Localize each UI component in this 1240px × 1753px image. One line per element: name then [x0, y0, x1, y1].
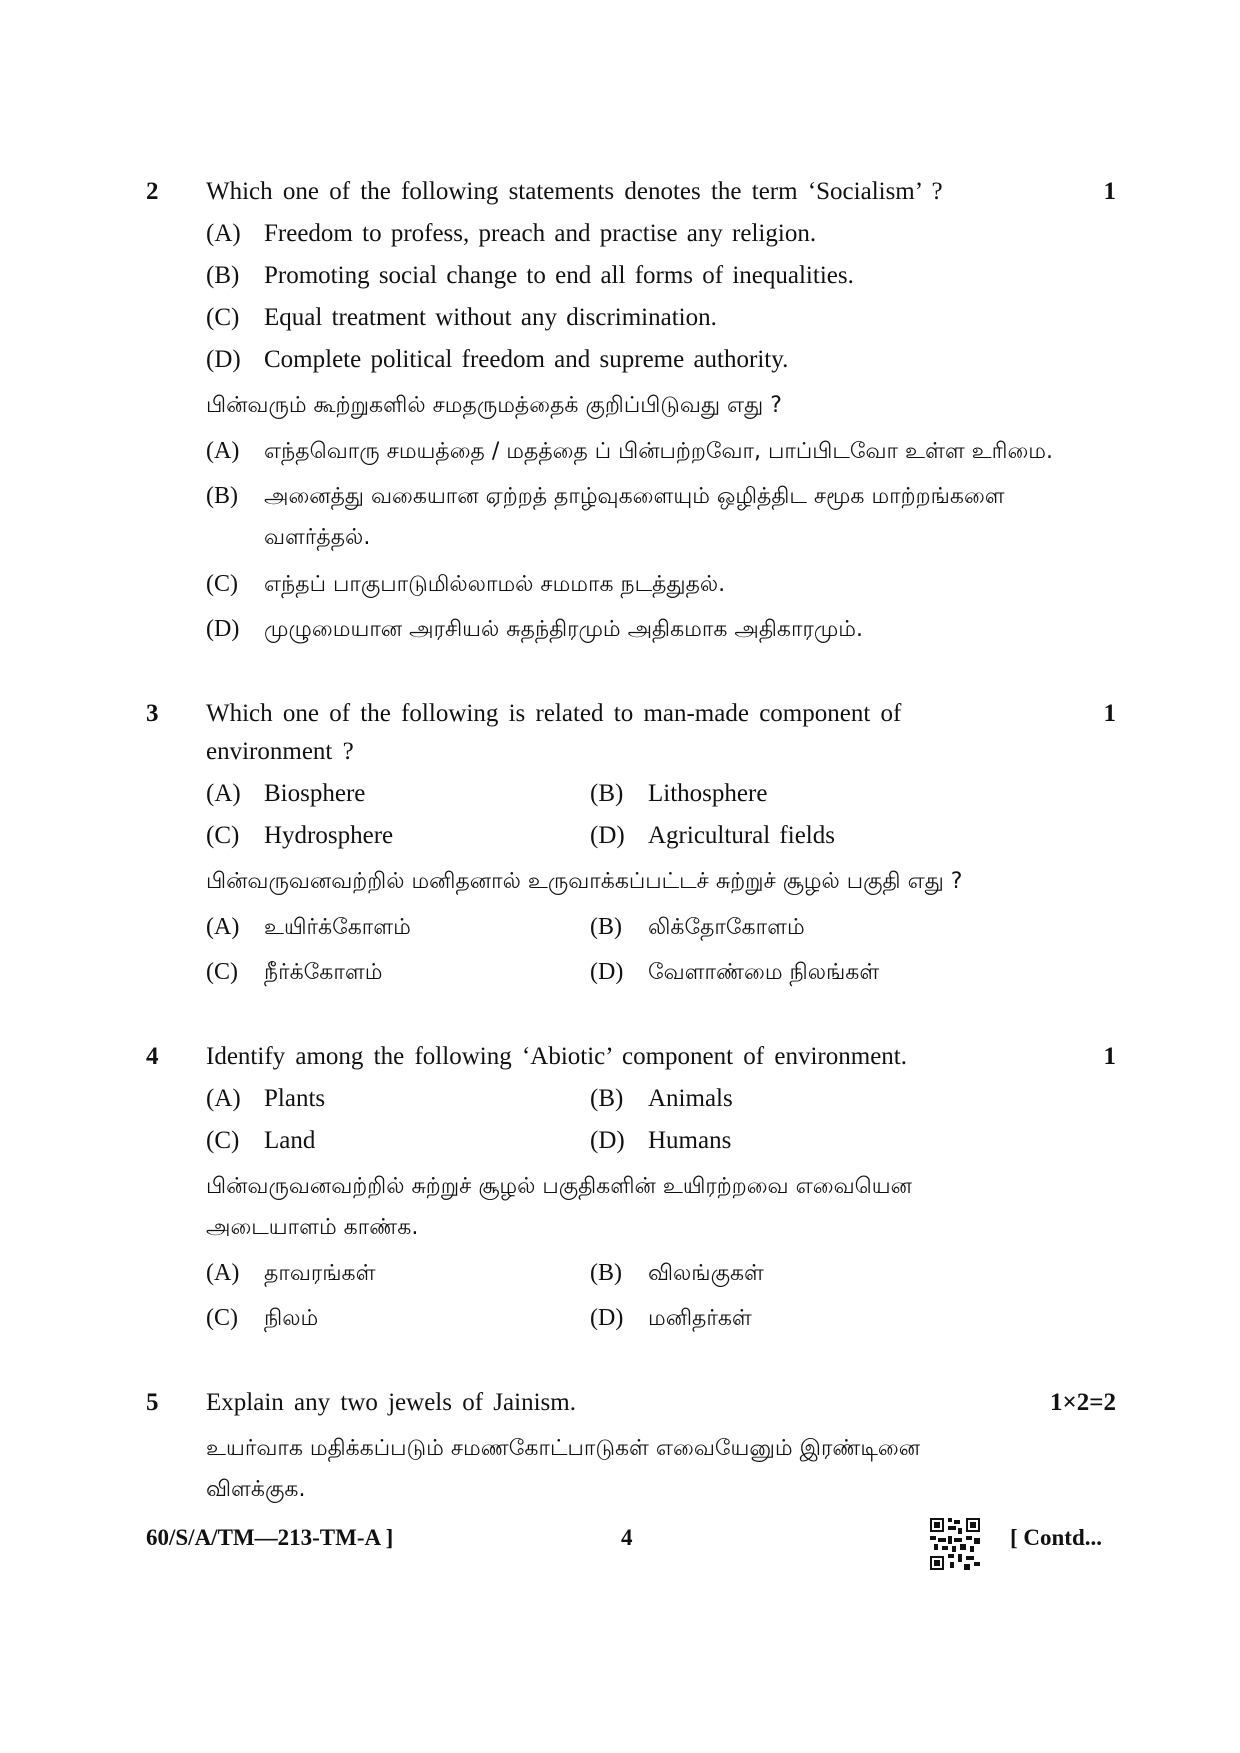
option-label: (C) — [206, 959, 238, 985]
option-label: (D) — [206, 346, 241, 373]
question-text-tamil: பின்வருவனவற்றில் சுற்றுச் சூழல் பகுதிகளின் உயிரற்றவை எவையென — [206, 1174, 912, 1199]
option-text: Lithosphere — [648, 780, 768, 807]
question-marks: 1×2=2 — [1050, 1389, 1116, 1416]
question-text-continued: environment ? — [206, 738, 354, 765]
option-text: Agricultural fields — [648, 822, 835, 849]
question-number: 2 — [146, 178, 159, 205]
question-text-tamil-continued: விளக்குக. — [206, 1477, 306, 1502]
option-label: (A) — [206, 914, 240, 940]
option-d — [590, 822, 835, 850]
question-number: 4 — [146, 1043, 159, 1070]
option-text: Land — [264, 1127, 316, 1154]
option-text: வேளாண்மை நிலங்கள் — [648, 960, 880, 985]
option-b-tamil-continued: வளர்த்தல். — [264, 525, 371, 550]
question-text: Identify among the following ‘Abiotic’ component of environment. — [206, 1043, 907, 1070]
option-d-tamil — [590, 959, 879, 988]
option-label: (D) — [590, 959, 624, 985]
option-text: எந்தவொரு சமயத்தை / மதத்தை ப் பின்பற்றவோ, பாப்பிடவோ உள்ள உரிமை. — [264, 439, 1053, 464]
option-label: (C) — [206, 304, 240, 331]
question-text: Which one of the following statements denotes the term ‘Socialism’ ? — [206, 178, 943, 205]
question-marks: 1 — [1103, 700, 1116, 727]
question-text: Which one of the following is related to man-made component of — [206, 700, 902, 727]
option-text: Biosphere — [264, 780, 366, 807]
option-label: (B) — [590, 1260, 622, 1286]
option-label: (A) — [206, 1260, 240, 1286]
option-a-tamil — [206, 438, 1053, 467]
option-label: (B) — [206, 262, 240, 289]
option-b-tamil — [590, 1260, 764, 1289]
option-text: உயிர்க்கோளம் — [264, 915, 411, 940]
option-a — [206, 780, 365, 808]
option-label: (D) — [590, 1305, 624, 1331]
option-d — [590, 1127, 731, 1155]
option-d-tamil — [206, 616, 863, 645]
option-text: Hydrosphere — [264, 822, 394, 849]
option-b-tamil — [590, 914, 805, 943]
option-label: (B) — [590, 780, 624, 807]
continued-label: [ Contd... — [1010, 1525, 1103, 1550]
option-b — [590, 1085, 733, 1113]
question-text-tamil: பின்வரும் கூற்றுகளில் சமதருமத்தைக் குறிப்பிடுவது எது ? — [206, 393, 782, 418]
question-marks: 1 — [1103, 178, 1116, 205]
option-a — [206, 220, 816, 248]
option-c-tamil — [206, 1305, 318, 1334]
option-label: (D) — [206, 616, 240, 642]
option-text: முழுமையான அரசியல் சுதந்திரமும் அதிகமாக அதிகாரமும். — [264, 617, 863, 642]
option-c — [206, 304, 717, 332]
option-label: (D) — [590, 1127, 625, 1154]
question-text: Explain any two jewels of Jainism. — [206, 1389, 576, 1416]
option-text: Equal treatment without any discrimination. — [264, 304, 717, 331]
option-label: (C) — [206, 571, 238, 597]
option-label: (C) — [206, 1305, 238, 1331]
option-text: லிக்தோகோளம் — [648, 915, 805, 940]
option-label: (A) — [206, 780, 241, 807]
question-number: 3 — [146, 700, 159, 727]
option-b-tamil — [206, 483, 1005, 512]
option-label: (D) — [590, 822, 625, 849]
option-d-tamil — [590, 1305, 752, 1334]
option-text: தாவரங்கள் — [264, 1261, 376, 1286]
option-label: (B) — [590, 1085, 624, 1112]
page-number: 4 — [621, 1525, 633, 1550]
option-c — [206, 1127, 315, 1155]
question-number: 5 — [146, 1389, 159, 1416]
paper-code: 60/S/A/TM—213-TM-A ] — [146, 1525, 394, 1550]
option-text: நிலம் — [264, 1306, 319, 1331]
option-b — [206, 262, 854, 290]
option-label: (C) — [206, 822, 240, 849]
option-text: Complete political freedom and supreme authority. — [264, 346, 789, 373]
qr-code-icon — [930, 1518, 980, 1570]
option-text: Freedom to profess, preach and practise any religion. — [264, 220, 817, 247]
option-d — [206, 346, 788, 374]
option-c-tamil — [206, 959, 382, 988]
option-a — [206, 1085, 325, 1113]
option-c-tamil — [206, 571, 725, 600]
option-label: (B) — [206, 483, 238, 509]
option-label: (B) — [590, 914, 622, 940]
option-text: எந்தப் பாகுபாடுமில்லாமல் சமமாக நடத்துதல். — [264, 572, 726, 597]
option-b — [590, 780, 767, 808]
question-marks: 1 — [1103, 1043, 1116, 1070]
option-text: Animals — [648, 1085, 733, 1112]
option-text: Humans — [648, 1127, 732, 1154]
option-text: Promoting social change to end all forms of inequalities. — [264, 262, 854, 289]
option-a-tamil — [206, 1260, 375, 1289]
option-label: (A) — [206, 438, 240, 464]
option-label: (A) — [206, 220, 241, 247]
option-text: விலங்குகள் — [648, 1261, 764, 1286]
question-text-tamil: உயர்வாக மதிக்கப்படும் சமணகோட்பாடுகள் எவையேனும் இரண்டினை — [206, 1436, 921, 1461]
option-text: நீர்க்கோளம் — [264, 960, 383, 985]
option-text: அனைத்து வகையான ஏற்றத் தாழ்வுகளையும் ஒழித்திட சமூக மாற்றங்களை — [264, 484, 1005, 509]
option-label: (A) — [206, 1085, 241, 1112]
option-a-tamil — [206, 914, 411, 943]
option-label: (C) — [206, 1127, 240, 1154]
question-text-tamil: பின்வருவனவற்றில் மனிதனால் உருவாக்கப்பட்டச் சுற்றுச் சூழல் பகுதி எது ? — [206, 869, 963, 894]
question-text-tamil-continued: அடையாளம் காண்க. — [206, 1215, 419, 1240]
option-text: Plants — [264, 1085, 326, 1112]
option-text: மனிதர்கள் — [648, 1306, 752, 1331]
option-c — [206, 822, 393, 850]
